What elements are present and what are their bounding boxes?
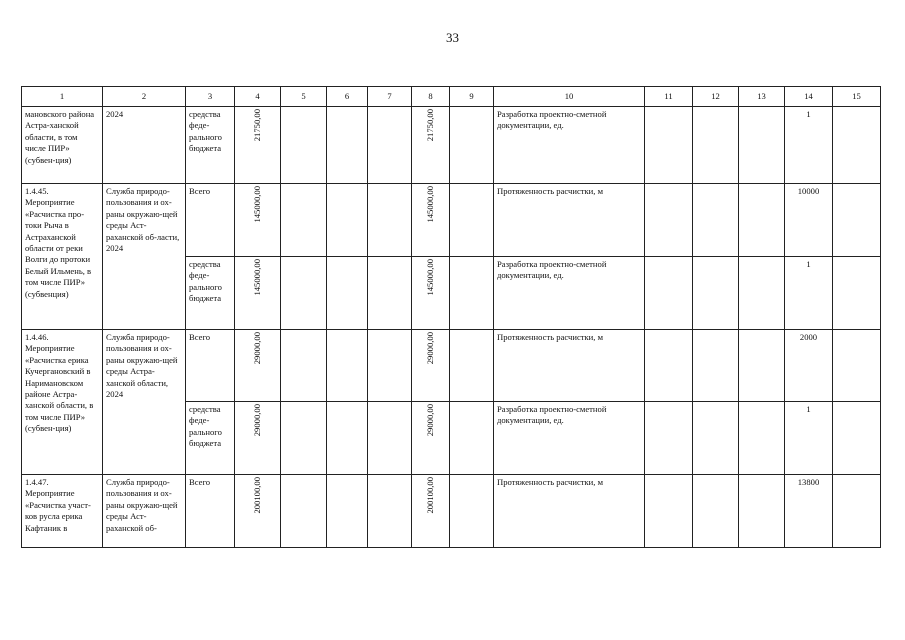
amount-cell bbox=[412, 184, 450, 257]
empty-cell bbox=[645, 402, 693, 475]
header-cell: 5 bbox=[281, 87, 327, 107]
empty-cell bbox=[739, 330, 785, 402]
empty-cell bbox=[368, 257, 412, 330]
empty-cell bbox=[645, 257, 693, 330]
table-row bbox=[22, 107, 881, 184]
amount-text: 29000,00 bbox=[251, 404, 262, 437]
amount-text: 21750,00 bbox=[424, 109, 435, 142]
indicator-cell: Протяженность расчистки, м bbox=[494, 184, 645, 257]
amount-text: 29000,00 bbox=[424, 404, 435, 437]
header-cell: 2 bbox=[103, 87, 186, 107]
header-cell: 9 bbox=[450, 87, 494, 107]
amount-cell bbox=[235, 330, 281, 402]
header-cell: 14 bbox=[785, 87, 833, 107]
amount-cell bbox=[235, 257, 281, 330]
header-cell: 4 bbox=[235, 87, 281, 107]
target-value-cell: 1 bbox=[785, 107, 833, 184]
header-cell: 8 bbox=[412, 87, 450, 107]
table-row bbox=[22, 330, 881, 402]
empty-cell bbox=[327, 257, 368, 330]
header-cell: 15 bbox=[833, 87, 881, 107]
amount-text: 145000,00 bbox=[251, 186, 262, 223]
amount-text: 200100,00 bbox=[424, 477, 435, 514]
empty-cell bbox=[739, 257, 785, 330]
empty-cell bbox=[645, 475, 693, 548]
header-row bbox=[22, 87, 881, 107]
amount-text: 29000,00 bbox=[424, 332, 435, 365]
empty-cell bbox=[327, 402, 368, 475]
funding-source-cell: Всего bbox=[186, 475, 235, 548]
header-cell: 13 bbox=[739, 87, 785, 107]
empty-cell bbox=[833, 107, 881, 184]
empty-cell bbox=[281, 330, 327, 402]
empty-cell bbox=[327, 330, 368, 402]
empty-cell bbox=[368, 475, 412, 548]
measure-name-cell: 1.4.47. Мероприятие «Расчистка участ-ков русла ерика Кафтаник в bbox=[22, 475, 103, 548]
table-row bbox=[22, 475, 881, 548]
empty-cell bbox=[368, 330, 412, 402]
empty-cell bbox=[281, 107, 327, 184]
responsible-cell: Служба природо-пользования и ох-раны окружаю-щей среды Астра-ханской области, 2024 bbox=[103, 330, 186, 475]
empty-cell bbox=[281, 184, 327, 257]
empty-cell bbox=[645, 330, 693, 402]
empty-cell bbox=[450, 475, 494, 548]
empty-cell bbox=[693, 184, 739, 257]
amount-cell bbox=[412, 475, 450, 548]
responsible-cell: Служба природо-пользования и ох-раны окружаю-щей среды Аст-раханской об-ласти, 2024 bbox=[103, 184, 186, 330]
target-value-cell: 1 bbox=[785, 257, 833, 330]
empty-cell bbox=[645, 107, 693, 184]
empty-cell bbox=[739, 475, 785, 548]
empty-cell bbox=[450, 107, 494, 184]
header-cell: 7 bbox=[368, 87, 412, 107]
amount-cell bbox=[235, 107, 281, 184]
funding-source-cell: средства феде-рального бюджета bbox=[186, 257, 235, 330]
amount-cell bbox=[412, 330, 450, 402]
page-number: 33 bbox=[446, 30, 459, 45]
measure-name-cell: мановского района Астра-ханской области, в том числе ПИР» (субвен-ция) bbox=[22, 107, 103, 184]
empty-cell bbox=[645, 184, 693, 257]
empty-cell bbox=[833, 402, 881, 475]
indicator-cell: Разработка проектно-сметной документации, ед. bbox=[494, 257, 645, 330]
amount-cell bbox=[235, 402, 281, 475]
empty-cell bbox=[368, 402, 412, 475]
indicator-cell: Разработка проектно-сметной документации, ед. bbox=[494, 107, 645, 184]
target-value-cell: 2000 bbox=[785, 330, 833, 402]
table-row bbox=[22, 184, 881, 257]
empty-cell bbox=[450, 330, 494, 402]
empty-cell bbox=[693, 475, 739, 548]
amount-cell bbox=[235, 184, 281, 257]
program-table bbox=[21, 86, 881, 548]
measure-name-cell: 1.4.45. Мероприятие «Расчистка про-токи Рыча в Астраханской области от реки Волги до протоки Белый Ильмень, в том числе ПИР» (субвенция) bbox=[22, 184, 103, 330]
empty-cell bbox=[833, 184, 881, 257]
amount-text: 145000,00 bbox=[251, 259, 262, 296]
empty-cell bbox=[281, 257, 327, 330]
amount-text: 145000,00 bbox=[424, 259, 435, 296]
empty-cell bbox=[450, 184, 494, 257]
measure-name-cell: 1.4.46. Мероприятие «Расчистка ерика Кучергановский в Наримановском районе Астра-ханской области, в том числе ПИР» (субвен-ция) bbox=[22, 330, 103, 475]
funding-source-cell: Всего bbox=[186, 184, 235, 257]
empty-cell bbox=[368, 184, 412, 257]
funding-source-cell: средства феде-рального бюджета bbox=[186, 107, 235, 184]
amount-text: 145000,00 bbox=[424, 186, 435, 223]
empty-cell bbox=[739, 184, 785, 257]
empty-cell bbox=[327, 184, 368, 257]
empty-cell bbox=[693, 330, 739, 402]
indicator-cell: Протяженность расчистки, м bbox=[494, 475, 645, 548]
empty-cell bbox=[368, 107, 412, 184]
indicator-cell: Протяженность расчистки, м bbox=[494, 330, 645, 402]
amount-cell bbox=[412, 402, 450, 475]
amount-cell bbox=[235, 475, 281, 548]
empty-cell bbox=[833, 330, 881, 402]
amount-cell bbox=[412, 257, 450, 330]
empty-cell bbox=[281, 475, 327, 548]
empty-cell bbox=[739, 107, 785, 184]
empty-cell bbox=[450, 257, 494, 330]
header-cell: 3 bbox=[186, 87, 235, 107]
empty-cell bbox=[281, 402, 327, 475]
amount-text: 200100,00 bbox=[251, 477, 262, 514]
indicator-cell: Разработка проектно-сметной документации, ед. bbox=[494, 402, 645, 475]
empty-cell bbox=[693, 107, 739, 184]
funding-source-cell: Всего bbox=[186, 330, 235, 402]
target-value-cell: 13800 bbox=[785, 475, 833, 548]
empty-cell bbox=[693, 257, 739, 330]
amount-cell bbox=[412, 107, 450, 184]
header-cell: 10 bbox=[494, 87, 645, 107]
header-cell: 1 bbox=[22, 87, 103, 107]
target-value-cell: 10000 bbox=[785, 184, 833, 257]
empty-cell bbox=[327, 475, 368, 548]
funding-source-cell: средства феде-рального бюджета bbox=[186, 402, 235, 475]
responsible-cell: Служба природо-пользования и ох-раны окружаю-щей среды Аст-раханской об- bbox=[103, 475, 186, 548]
empty-cell bbox=[739, 402, 785, 475]
empty-cell bbox=[833, 257, 881, 330]
target-value-cell: 1 bbox=[785, 402, 833, 475]
amount-text: 29000,00 bbox=[251, 332, 262, 365]
header-cell: 12 bbox=[693, 87, 739, 107]
empty-cell bbox=[327, 107, 368, 184]
header-cell: 11 bbox=[645, 87, 693, 107]
empty-cell bbox=[833, 475, 881, 548]
responsible-cell: 2024 bbox=[103, 107, 186, 184]
amount-text: 21750,00 bbox=[251, 109, 262, 142]
empty-cell bbox=[693, 402, 739, 475]
empty-cell bbox=[450, 402, 494, 475]
header-cell: 6 bbox=[327, 87, 368, 107]
